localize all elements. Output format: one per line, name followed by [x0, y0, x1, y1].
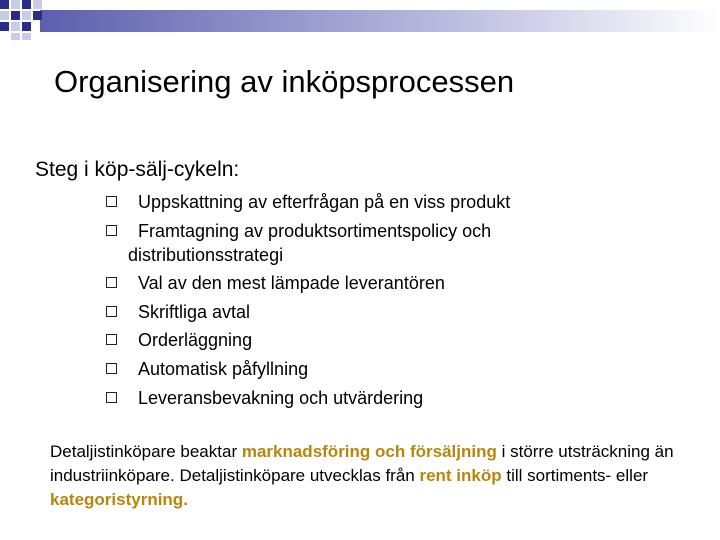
highlight-pure-purchasing: rent inköp: [419, 466, 502, 485]
checkbox-bullet-icon: [106, 392, 117, 403]
checkbox-bullet-icon: [106, 225, 117, 236]
list-item: Val av den mest lämpade leverantören: [96, 271, 656, 295]
slide-title: Organisering av inköpsprocessen: [54, 64, 515, 99]
checkbox-bullet-icon: [106, 306, 117, 317]
checkbox-bullet-icon: [106, 196, 117, 207]
highlight-marketing: marknadsföring och försäljning: [241, 442, 497, 461]
list-item: Framtagning av produktsortimentspolicy och distributionsstrategi: [96, 219, 656, 267]
checkbox-bullet-icon: [106, 277, 117, 288]
list-item: Uppskattning av efterfrågan på en viss produkt: [96, 190, 656, 214]
list-item: Orderläggning: [96, 328, 656, 352]
checkbox-bullet-icon: [106, 334, 117, 345]
bullet-list: [96, 190, 656, 414]
lead-text: Steg i köp-sälj-cykeln:: [35, 158, 240, 181]
checkbox-bullet-icon: [106, 363, 117, 374]
list-item-continuation: distributionsstrategi: [128, 244, 284, 265]
list-item: Leveransbevakning och utvärdering: [96, 386, 656, 410]
header-decoration: [0, 0, 720, 40]
list-item: Automatisk påfyllning: [96, 357, 656, 381]
highlight-category-management: kategoristyrning.: [50, 490, 188, 509]
summary-paragraph: Detaljistinköpare beaktar marknadsföring och försäljning i större utsträckning än industriinköpare. Detaljistinköpare utvecklas från rent inköp till sortiments- eller kategoristyrning.: [50, 442, 674, 509]
list-item: Skriftliga avtal: [96, 300, 656, 324]
